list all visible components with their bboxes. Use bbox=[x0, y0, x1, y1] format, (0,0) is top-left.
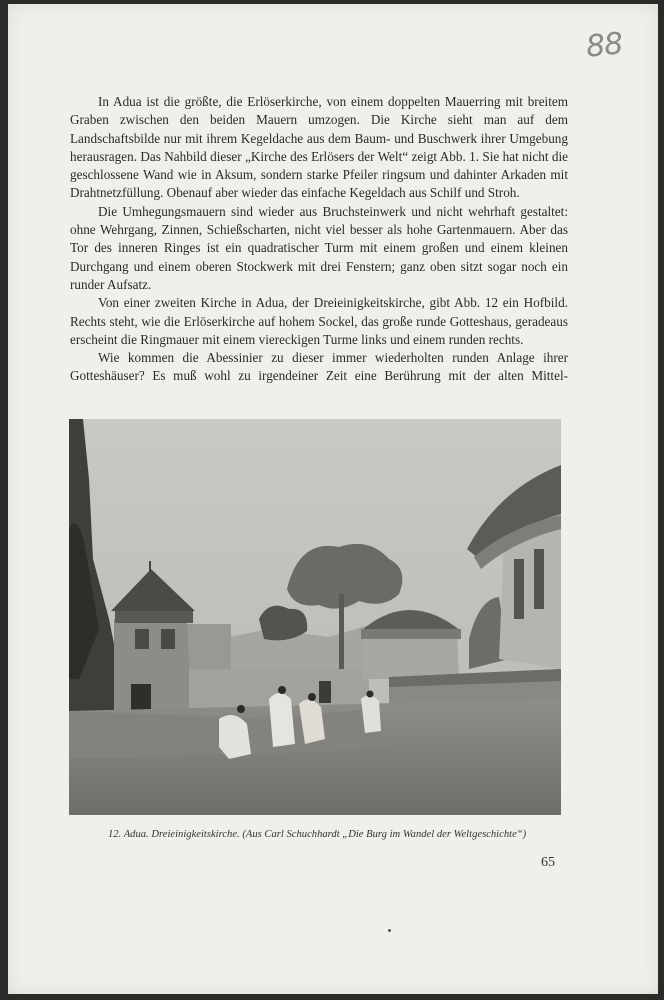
paragraph-4: Wie kommen die Abessinier zu dieser immer wiederholten runden Anlage ihrer Gotteshäuser? Es muß wohl zu irgendeiner Zeit eine Berührung mit der alten Mittel- bbox=[70, 350, 568, 384]
figure-caption: 12. Adua. Dreieinigkeitskirche. (Aus Carl Schuchhardt „Die Burg im Wandel der Weltgeschichte“) bbox=[108, 829, 527, 840]
printed-dot bbox=[388, 929, 391, 932]
body-text bbox=[70, 93, 568, 386]
book-page bbox=[8, 4, 658, 994]
paragraph-3: Von einer zweiten Kirche in Adua, der Dreieinigkeitskirche, gibt Abb. 12 ein Hofbild. Rechts steht, wie die Erlöserkirche auf hohem Sockel, das große runde Gotteshaus, geradeaus erscheint die Ringmauer mit einem viereckigen Turme links und einem runden rechts. bbox=[70, 295, 568, 347]
paragraph-2: Die Umhegungsmauern sind wieder aus Bruchsteinwerk und nicht wehrhaft gestaltet: ohne Wehrgang, Zinnen, Schießscharten, nicht viel besser als hohe Gartenmauern. Aber das Tor des inneren Ringes ist ein quadratischer Turm mit einem großen und einem kleinen Durchgang und einem oberen Stockwerk mit drei Fenstern; ganz oben sitzt sogar noch ein runder Aufsatz. bbox=[70, 203, 568, 292]
pencil-page-annotation: 88 bbox=[584, 26, 624, 65]
church-courtyard-photo bbox=[69, 419, 561, 815]
page-number: 65 bbox=[541, 855, 555, 870]
paragraph-1: In Adua ist die größte, die Erlöserkirche, von einem doppelten Mauerring mit breitem Graben zwischen den beiden Mauern umzogen. Die Kirche sieht man auf dem Landschaftsbilde nur mit ihrem Kegeldache aus dem Baum- und Buschwerk ihrer Umgebung herausragen. Das Nahbild dieser „Kirche des Erlösers der Welt“ zeigt Abb. 1. Sie hat nicht die geschlossene Wand wie in Aksum, sondern starke Pfeiler ringsum und dahinter Arkaden mit Drahtnetzfüllung. Obenauf aber wieder das einfache Kegeldach aus Schilf und Stroh. bbox=[70, 94, 568, 201]
